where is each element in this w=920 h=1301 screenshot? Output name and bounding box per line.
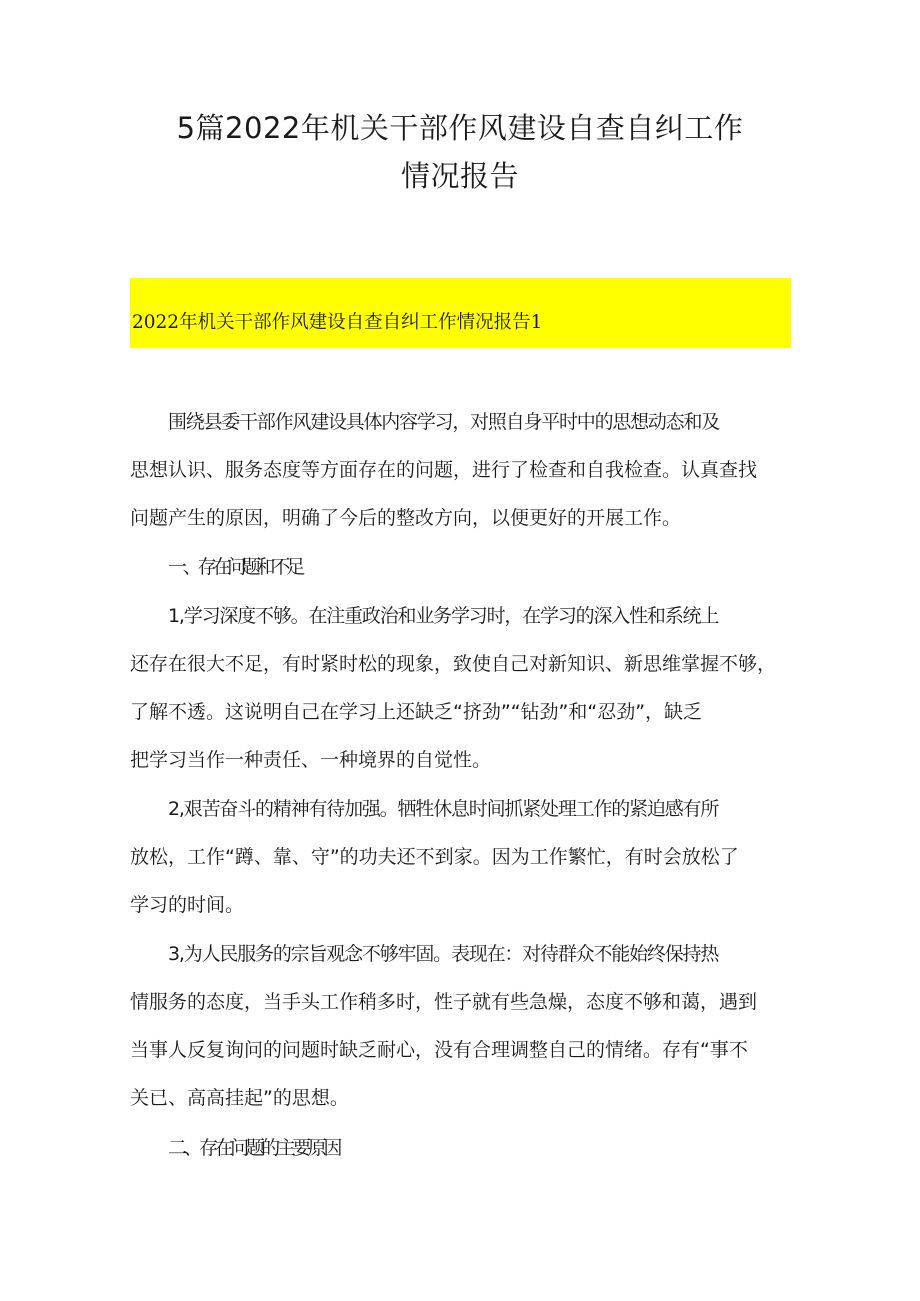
paragraph-line: 一、存在问题和不足 — [168, 556, 302, 578]
paragraph-intro — [130, 398, 792, 542]
paragraph-item-3 — [130, 930, 792, 1122]
paragraph-line: 2,艰苦奋斗的精神有待加强。牺牲休息时间抓紧处理工作的紧迫感有所 — [168, 798, 719, 820]
paragraph-item-2 — [130, 785, 792, 929]
subheading-problems — [130, 543, 792, 591]
paragraph-line: 还存在很大不足，有时紧时松的现象，致使自己对新知识、新思维掌握不够， — [130, 653, 777, 675]
paragraph-line: 3,为人民服务的宗旨观念不够牢固。表现在：对待群众不能始终保持热 — [168, 943, 719, 965]
paragraph-line: 二、存在问题的主要原因 — [168, 1137, 340, 1159]
title-line-2: 情况报告 — [400, 159, 519, 193]
paragraph-line: 问题产生的原因，明确了今后的整改方向，以便更好的开展工作。 — [130, 507, 682, 529]
title-line-1: 5篇2022年机关干部作风建设自查自纠工作 — [176, 111, 744, 145]
subheading-causes — [130, 1124, 792, 1172]
paragraph-line: 围绕县委干部作风建设具体内容学习，对照自身平时中的思想动态和及 — [168, 411, 720, 433]
paragraph-line: 关已、高高挂起”的思想。 — [130, 1087, 349, 1109]
document-title — [130, 104, 790, 200]
paragraph-line: 把学习当作一种责任、一种境界的自觉性。 — [130, 749, 492, 771]
paragraph-line: 1,学习深度不够。在注重政治和业务学习时，在学习的深入性和系统上 — [168, 605, 719, 627]
paragraph-line: 情服务的态度，当手头工作稍多时，性子就有些急燥，态度不够和蔼，遇到 — [130, 991, 758, 1013]
paragraph-line: 当事人反复询问的问题时缺乏耐心，没有合理调整自己的情绪。存有“事不 — [130, 1039, 748, 1061]
paragraph-item-1 — [130, 592, 792, 784]
paragraph-line: 放松，工作“蹲、靠、守”的功夫还不到家。因为工作繁忙，有时会放松了 — [130, 846, 739, 868]
paragraph-line: 了解不透。这说明自己在学习上还缺乏“挤劲”“钻劲”和“忍劲”，缺乏 — [130, 701, 703, 723]
paragraph-line: 思想认识、服务态度等方面存在的问题，进行了检查和自我检查。认真查找 — [130, 459, 758, 481]
highlighted-section-banner — [130, 278, 791, 348]
paragraph-line: 学习的时间。 — [130, 894, 245, 916]
section-heading: 2022年机关干部作风建设自查自纠工作情况报告1 — [132, 312, 543, 333]
